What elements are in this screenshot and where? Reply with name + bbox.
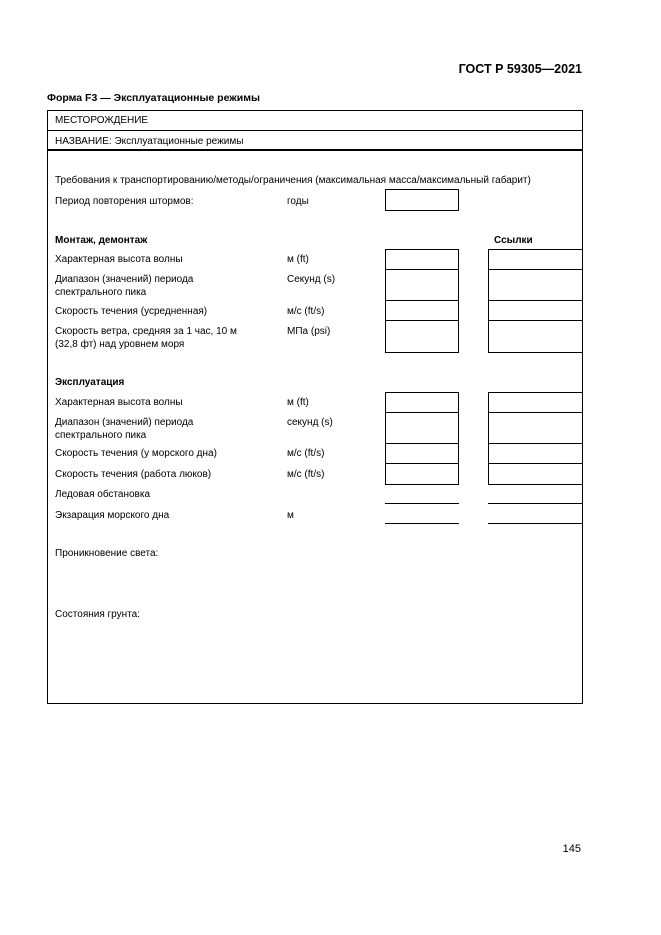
operation-heading: Эксплуатация: [55, 377, 125, 388]
inst-wave-height-input[interactable]: [385, 249, 459, 271]
op-seabed-current-ref[interactable]: [488, 443, 583, 465]
op-hatch-current-input[interactable]: [385, 463, 459, 485]
storm-period-label: Период повторения штормов:: [55, 196, 194, 207]
op-spectral-peak-ref[interactable]: [488, 412, 583, 445]
inst-wind-speed-label: Скорость ветра, средняя за 1 час, 10 м (32,8 фт) над уровнем моря: [55, 326, 237, 350]
op-scour-unit: м: [287, 510, 294, 521]
inst-spectral-peak-input[interactable]: [385, 269, 459, 302]
op-hatch-current-unit: м/с (ft/s): [287, 469, 325, 480]
inst-current-speed-unit: м/с (ft/s): [287, 306, 325, 317]
requirements-text: Требования к транспортированию/методы/ограничения (максимальная масса/максимальный габарит): [55, 175, 531, 186]
op-hatch-current-ref[interactable]: [488, 463, 583, 485]
thick-divider: [48, 149, 582, 151]
op-scour-ref[interactable]: [488, 523, 582, 524]
name-label: НАЗВАНИЕ: Эксплуатационные режимы: [55, 136, 244, 147]
inst-current-speed-label: Скорость течения (усредненная): [55, 306, 208, 317]
inst-wave-height-label: Характерная высота волны: [55, 254, 183, 265]
op-wave-height-ref[interactable]: [488, 392, 583, 414]
inst-current-speed-input[interactable]: [385, 300, 459, 322]
op-seabed-current-label: Скорость течения (у морского дна): [55, 448, 217, 459]
op-spectral-peak-unit: секунд (s): [287, 417, 333, 428]
op-scour-input[interactable]: [385, 523, 459, 524]
op-spectral-peak-label: Диапазон (значений) периода спектрального пика: [55, 417, 194, 441]
inst-wave-height-unit: м (ft): [287, 254, 309, 265]
op-spectral-peak-input[interactable]: [385, 412, 459, 445]
storm-period-unit: годы: [287, 196, 309, 207]
inst-wind-speed-input[interactable]: [385, 320, 459, 353]
light-penetration-label: Проникновение света:: [55, 548, 159, 559]
form-title: Форма F3 — Эксплуатационные режимы: [47, 92, 260, 104]
field-label: МЕСТОРОЖДЕНИЕ: [55, 115, 149, 126]
inst-spectral-peak-unit: Секунд (s): [287, 274, 336, 285]
inst-spectral-peak-label: Диапазон (значений) периода спектрального пика: [55, 274, 194, 298]
storm-period-input[interactable]: [385, 189, 459, 211]
inst-wind-speed-ref[interactable]: [488, 320, 583, 353]
standard-number: ГОСТ Р 59305—2021: [458, 62, 582, 76]
references-heading: Ссылки: [494, 235, 533, 246]
op-scour-label: Экзарация морского дна: [55, 510, 170, 521]
op-seabed-current-unit: м/с (ft/s): [287, 448, 325, 459]
op-wave-height-unit: м (ft): [287, 397, 309, 408]
op-hatch-current-label: Скорость течения (работа люков): [55, 469, 212, 480]
page-number: 145: [562, 843, 581, 855]
installation-heading: Монтаж, демонтаж: [55, 235, 148, 246]
divider: [48, 130, 582, 131]
inst-current-speed-ref[interactable]: [488, 300, 583, 322]
inst-spectral-peak-ref[interactable]: [488, 269, 583, 302]
form-frame: [47, 110, 583, 704]
op-ice-label: Ледовая обстановка: [55, 489, 151, 500]
op-seabed-current-input[interactable]: [385, 443, 459, 465]
op-ice-input[interactable]: [385, 503, 459, 504]
op-ice-ref[interactable]: [488, 503, 582, 504]
inst-wind-speed-unit: МПа (psi): [287, 326, 331, 337]
op-wave-height-label: Характерная высота волны: [55, 397, 183, 408]
inst-wave-height-ref[interactable]: [488, 249, 583, 271]
op-wave-height-input[interactable]: [385, 392, 459, 414]
soil-conditions-label: Состояния грунта:: [55, 609, 140, 620]
